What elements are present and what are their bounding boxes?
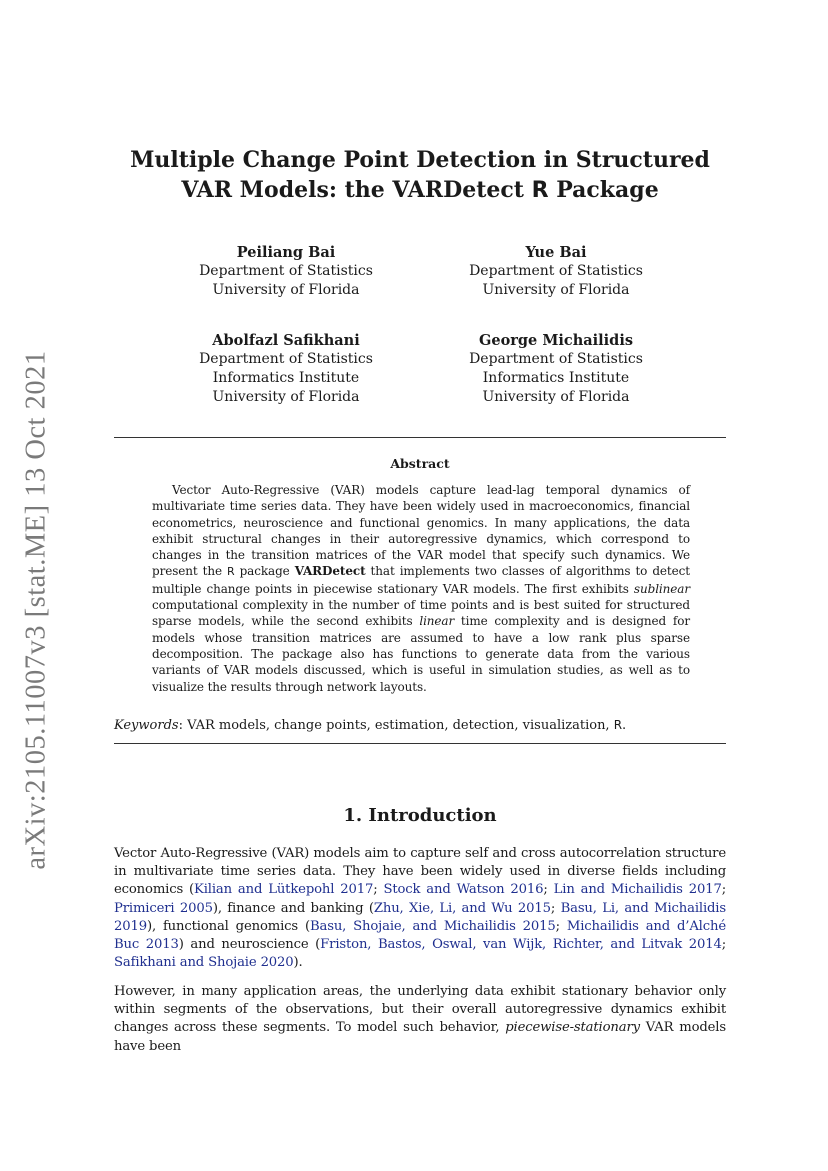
title-line-2-start: VAR Models: the VARDetect xyxy=(181,177,532,203)
title-line-2 xyxy=(100,175,740,206)
citation-link[interactable]: Friston, Bastos, Oswal, van Wijk, Richter, and Litvak 2014 xyxy=(320,937,722,953)
title-line-1: Multiple Change Point Detection in Structured xyxy=(130,147,710,173)
author-name: Yue Bai xyxy=(525,244,587,261)
author-affiliation: University of Florida xyxy=(482,389,630,405)
citation-link[interactable]: Basu, Shojaie, and Michailidis 2015 xyxy=(309,918,556,934)
author-block-4 xyxy=(441,331,671,407)
abstract-heading: Abstract xyxy=(390,456,450,471)
body-text: ) and neuroscience ( xyxy=(178,937,321,953)
author-affiliation: University of Florida xyxy=(212,282,360,298)
body-text: Vector Auto-Regressive (VAR) models aim to capture self and cross autocorrelation structure in multivariate time series data. They have been widely used in diverse fields including economics ( xyxy=(114,846,726,898)
abstract-text xyxy=(152,482,690,695)
abstract-bottom-rule xyxy=(114,743,726,744)
separator: ; xyxy=(543,882,554,898)
author-affiliation: Department of Statistics xyxy=(469,263,643,279)
emphasis-sublinear: sublinear xyxy=(633,581,690,596)
abstract-segment: time complexity and is designed for models whose transition matrices are assumed to have a low rank plus sparse decomposition. The package also has functions to generate data from the various variants of VAR models discussed, which is useful in simulation studies, as well as to visualize the results through network layouts. xyxy=(152,614,690,694)
section-heading-introduction: 1. Introduction xyxy=(343,805,497,826)
citation-link[interactable]: Zhu, Xie, Li, and Wu 2015 xyxy=(373,900,551,916)
citation-link[interactable]: Primiceri 2005 xyxy=(114,900,213,916)
citation-link[interactable]: Michailidis and d’Alché Buc 2013 xyxy=(114,918,726,953)
author-affiliation: University of Florida xyxy=(482,282,630,298)
arxiv-stamp-text: arXiv:2105.11007v3 [stat.ME] 13 Oct 2021 xyxy=(21,350,52,870)
body-text: VAR models have been xyxy=(114,1020,726,1054)
citation-link[interactable]: Basu, Li, and Michailidis 2019 xyxy=(114,900,726,934)
abstract-segment: computational complexity in the number of time points and is best suited for structured sparse models, while the second exhibits xyxy=(152,598,690,629)
keywords-text: : VAR models, change points, estimation, detection, visualization, xyxy=(178,718,614,733)
separator: ; xyxy=(555,918,567,934)
author-name: Peiliang Bai xyxy=(236,244,336,261)
abstract-segment: that implements two classes of algorithms to detect multiple change points in piecewise stationary VAR models. The first exhibits xyxy=(152,564,690,596)
author-block-2 xyxy=(441,243,671,300)
package-name: VARDetect xyxy=(294,564,366,579)
arxiv-identifier-stamp xyxy=(15,350,59,870)
separator: ; xyxy=(721,937,727,953)
keywords-end: . xyxy=(622,718,627,733)
title-line-2-end: Package xyxy=(548,177,659,203)
author-affiliation: Department of Statistics xyxy=(199,263,373,279)
citation-link[interactable]: Kilian and Lütkepohl 2017 xyxy=(194,882,374,898)
separator: ; xyxy=(721,882,726,898)
body-text: ). xyxy=(293,955,303,971)
author-affiliation: Informatics Institute xyxy=(482,370,630,386)
citation-link[interactable]: Safikhani and Shojaie 2020 xyxy=(114,955,294,971)
intro-paragraph-1 xyxy=(114,845,726,972)
separator: ; xyxy=(550,900,561,916)
author-affiliation: Informatics Institute xyxy=(212,370,360,386)
emphasis-linear: linear xyxy=(419,614,455,629)
author-affiliation: Department of Statistics xyxy=(199,351,373,367)
body-text: However, in many application areas, the underlying data exhibit stationary behavior only within segments of the observations, but their overall autoregressive dynamics exhibit changes across these segments. To model such behavior, xyxy=(114,984,726,1036)
emphasis-piecewise-stationary: piecewise-stationary xyxy=(505,1020,640,1036)
keywords-label: Keywords xyxy=(114,718,179,733)
r-language-name: R xyxy=(227,565,235,579)
author-name: George Michailidis xyxy=(479,332,633,349)
keywords-line xyxy=(114,716,726,735)
author-block-1 xyxy=(171,243,401,300)
author-affiliation: Department of Statistics xyxy=(469,351,643,367)
body-text: ), finance and banking ( xyxy=(212,900,374,916)
author-block-3 xyxy=(171,331,401,407)
r-language-name: R xyxy=(613,718,623,732)
body-text: ), functional genomics ( xyxy=(146,918,310,934)
paper-title xyxy=(100,145,740,206)
separator: ; xyxy=(373,882,384,898)
abstract-segment: package xyxy=(234,564,295,579)
abstract-top-rule xyxy=(114,437,726,438)
intro-paragraph-2 xyxy=(114,983,726,1056)
author-affiliation: University of Florida xyxy=(212,389,360,405)
citation-link[interactable]: Lin and Michailidis 2017 xyxy=(553,882,722,898)
citation-link[interactable]: Stock and Watson 2016 xyxy=(383,882,544,898)
r-language-name: R xyxy=(531,178,549,203)
abstract-segment: Vector Auto-Regressive (VAR) models capture lead-lag temporal dynamics of multivariate time series data. They have been widely used in macroeconomics, financial econometrics, neuroscience and functional genomics. In many applications, the data exhibit structural changes in their autoregressive dynamics, which correspond to changes in the transition matrices of the VAR model that specify such dynamics. We present the xyxy=(152,483,690,579)
author-name: Abolfazl Safikhani xyxy=(212,332,360,349)
